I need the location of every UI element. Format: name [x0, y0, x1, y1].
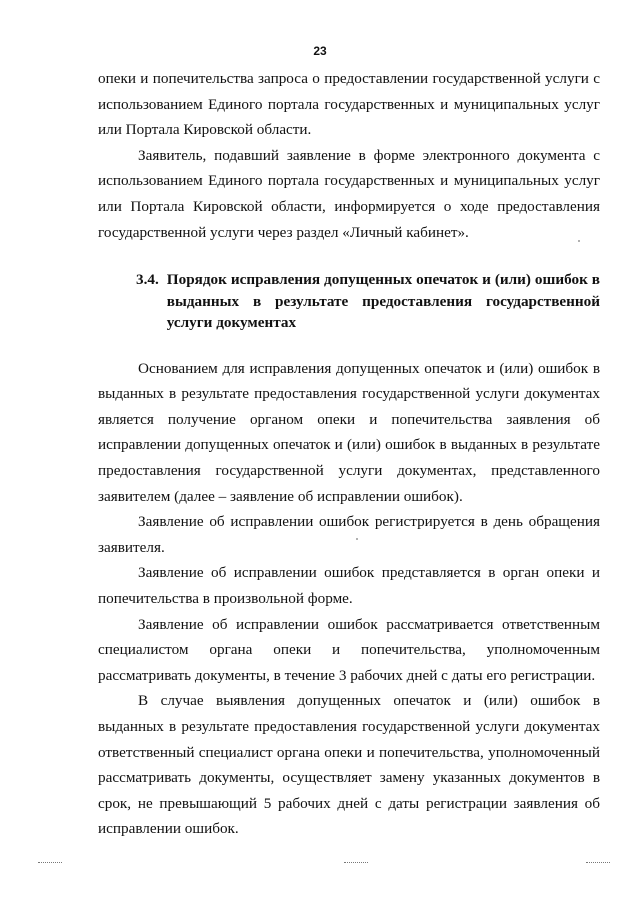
page-number: 23 — [313, 44, 327, 58]
paragraph: Заявитель, подавший заявление в форме электронного документа с использованием Единого портала государственных и муниципальных услуг или Портала Кировской области, информируется о ходе предоставления государственной услуги через раздел «Личный кабинет». — [98, 146, 600, 241]
document-body — [98, 66, 600, 842]
paragraph: Заявление об исправлении ошибок регистрируется в день обращения заявителя. — [98, 513, 600, 556]
paragraph: опеки и попечительства запроса о предоставлении государственной услуги с использованием Единого портала государственных и муниципальных услуг или Портала Кировской области. — [98, 70, 600, 139]
paragraph: Основанием для исправления допущенных опечаток и (или) ошибок в выданных в результате предоставления государственной услуги документах является получение органом опеки и попечительства заявления об исправлении допущенных опечаток и (или) ошибок в выданных в результате предоставления государственной услуги документах, представленного заявителем (далее – заявление об исправлении ошибок). — [98, 359, 600, 505]
paragraph: Заявление об исправлении ошибок представляется в орган опеки и попечительства в произвольной форме. — [98, 564, 600, 607]
scan-artifact — [38, 862, 62, 866]
paragraph: В случае выявления допущенных опечаток и (или) ошибок в выданных в результате предоставления государственной услуги документах ответственный специалист органа опеки и попечительства, уполномоченный рассматривать документы, осуществляет замену указанных документов в срок, не превышающий 5 рабочих дней с даты регистрации заявления об исправлении ошибок. — [98, 692, 600, 838]
scan-artifact — [586, 862, 610, 866]
section-title: Порядок исправления допущенных опечаток и (или) ошибок в выданных в результате предоставления государственной услуги документах — [166, 271, 600, 332]
scan-speck — [356, 538, 358, 540]
scan-artifact — [344, 862, 368, 866]
section-heading — [98, 269, 600, 334]
paragraph: Заявление об исправлении ошибок рассматривается ответственным специалистом органа опеки и попечительства, уполномоченным рассматривать документы, в течение 3 рабочих дней с даты его регистрации. — [98, 615, 600, 684]
section-number: 3.4. — [136, 271, 159, 289]
scan-speck — [578, 240, 580, 242]
